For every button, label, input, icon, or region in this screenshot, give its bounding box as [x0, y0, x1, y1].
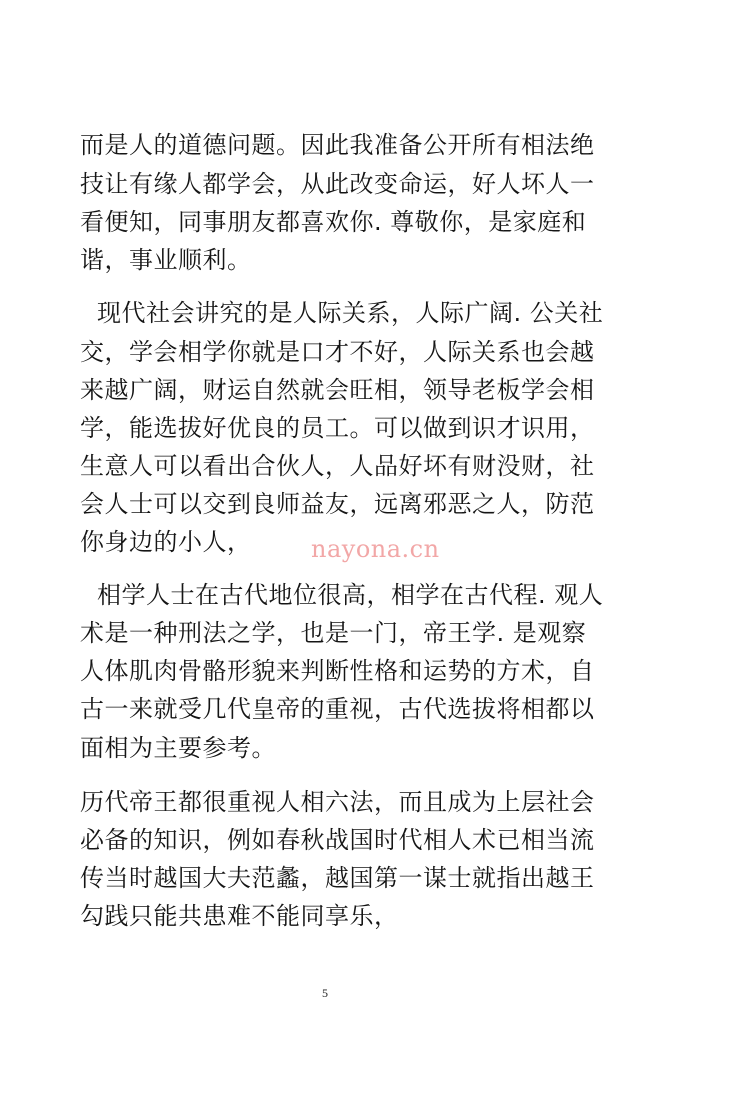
text-line: 传当时越国大夫范蠡，越国第一谋士就指出越王 — [80, 864, 595, 892]
text-line: 而是人的道德问题。因此我准备公开所有相法绝 — [80, 131, 595, 159]
text-line: 必备的知识，例如春秋战国时代相人术已相当流 — [80, 826, 595, 854]
text-line: 勾践只能共患难不能同享乐， — [80, 902, 399, 930]
page-number: 5 — [322, 986, 328, 1000]
text-line: 生意人可以看出合伙人，人品好坏有财没财，社 — [80, 452, 595, 480]
text-line: 学，能选拔好优良的员工。可以做到识才识用， — [80, 414, 595, 442]
text-line: 术是一种刑法之学，也是一门，帝王学. 是观察 — [80, 619, 587, 647]
text-line: 会人士可以交到良师益友，远离邪恶之人，防范 — [80, 490, 595, 518]
text-line: 面相为主要参考。 — [80, 734, 276, 762]
text-line: 你身边的小人， — [80, 528, 252, 556]
text-line: 看便知，同事朋友都喜欢你. 尊敬你，是家庭和 — [80, 208, 587, 236]
watermark-text: nayona.cn — [311, 535, 440, 563]
text-line: 现代社会讲究的是人际关系，人际广阔. 公关社 — [97, 299, 604, 327]
text-line: 相学人士在古代地位很高，相学在古代程. 观人 — [97, 581, 604, 609]
text-line: 来越广阔，财运自然就会旺相，领导老板学会相 — [80, 376, 595, 404]
text-line: 历代帝王都很重视人相六法，而且成为上层社会 — [80, 788, 595, 816]
text-line: 古一来就受几代皇帝的重视，古代选拔将相都以 — [80, 695, 595, 723]
text-line: 交，学会相学你就是口才不好，人际关系也会越 — [80, 338, 595, 366]
text-line: 技让有缘人都学会，从此改变命运，好人坏人一 — [80, 170, 595, 198]
text-line: 人体肌肉骨骼形貌来判断性格和运势的方术，自 — [80, 657, 595, 685]
text-line: 谐，事业顺利。 — [80, 246, 252, 274]
